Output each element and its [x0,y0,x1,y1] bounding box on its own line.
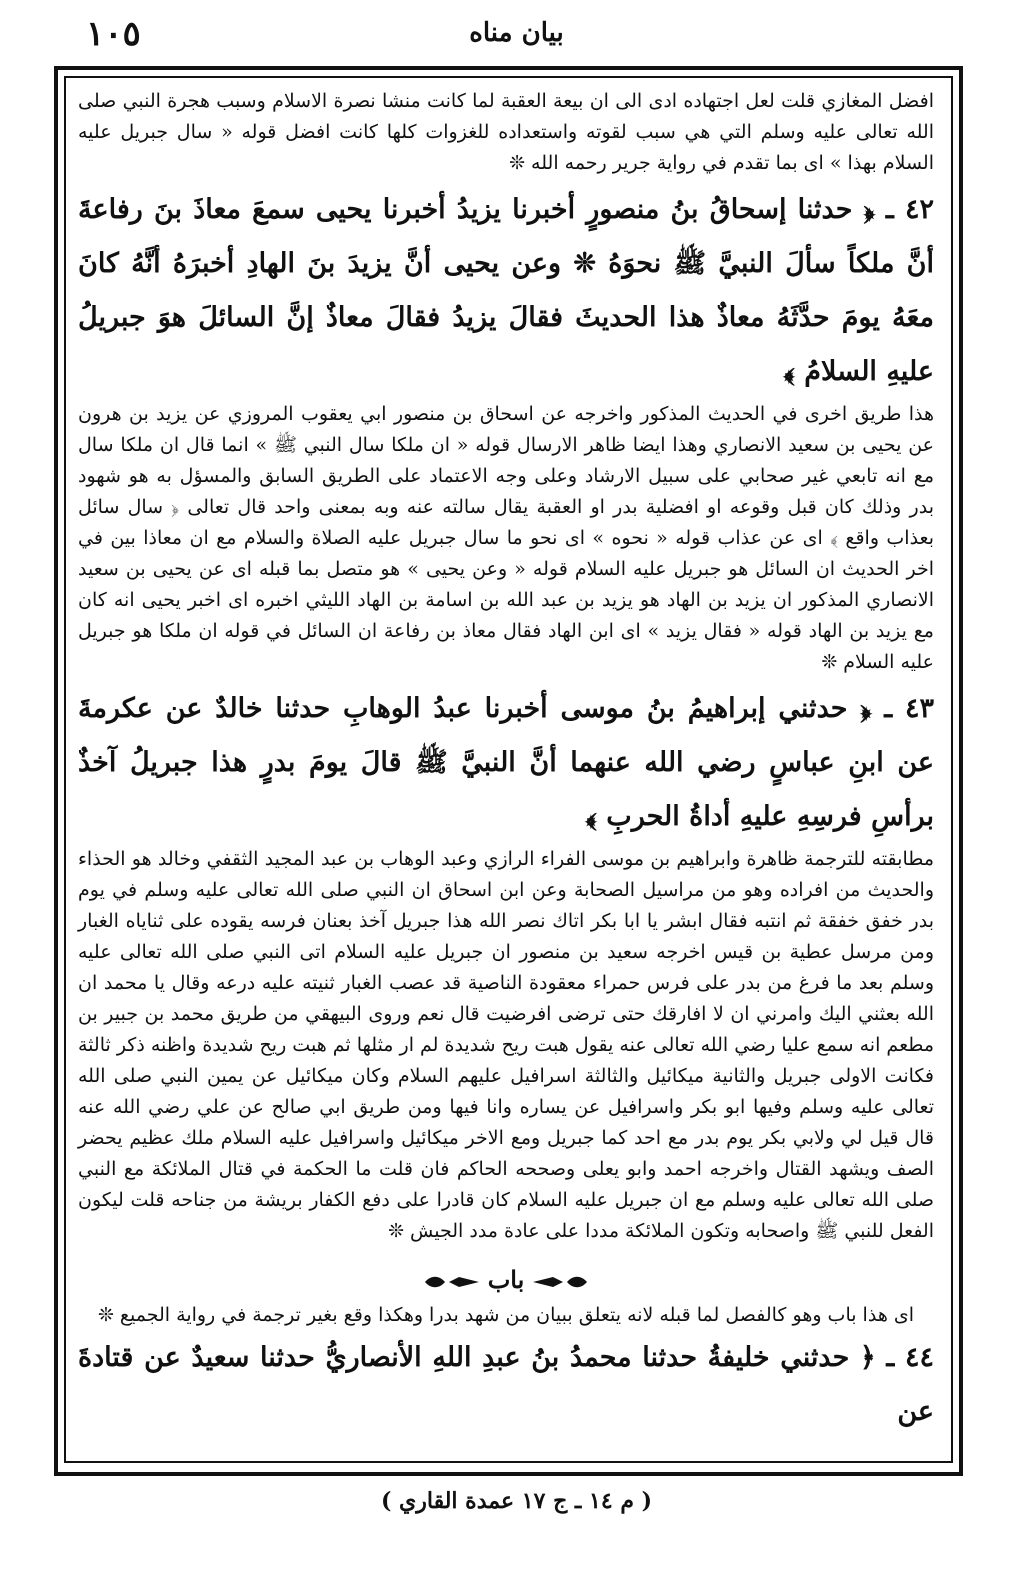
bab-heading [78,1265,934,1294]
bab-title: باب [487,1265,525,1294]
commentary-43: مطابقته للترجمة ظاهرة وابراهيم بن موسى الفراء الرازي وعبد الوهاب بن عبد المجيد الثقفي وخالد هو الحذاء والحديث من افراده وهو من مراسيل الصحابة وعن ابن اسحاق ان النبي صلى الله تعالى عليه وسلم في يوم بدر خفق خفقة ثم انتبه فقال ابشر يا ابا بكر اتاك نصر الله هذا جبريل آخذ بعنان فرسه يقوده على ثناياه الغبار ومن مرسل عطية بن قيس اخرجه سعيد بن منصور ان جبريل عليه السلام اتى النبي صلى الله تعالى عليه وسلم بعد ما فرغ من بدر على فرس حمراء معقودة الناصية قد عصب الغبار ثنيته عليه درعه وقال يا محمد ان الله بعثني اليك وامرني ان لا افارقك حتى ترضى افرضيت قال نعم وروى البيهقي من طريق محمد بن جبير بن مطعم انه سمع عليا رضي الله تعالى عنه يقول هبت ريح شديدة لم ار مثلها ثم هبت ريح شديدة واظنه ذكر ثالثة فكانت الاولى جبريل والثانية ميكائيل والثالثة اسرافيل عليهم السلام وكان ميكائيل عن يمين النبي صلى الله تعالى عليه وسلم وفيها ابو بكر واسرافيل عن يساره وانا فيها ومن طريق ابي صالح عن علي رضي الله عنه قال قيل لي ولابي بكر يوم بدر مع احد كما جبريل ومع الاخر ميكائيل واسرافيل عليه السلام ملك عظيم يحضر الصف ويشهد القتال واخرجه احمد وابو يعلى وصححه الحاكم فان قلت ما الحكمة في قتال الملائكة مع النبي صلى الله تعالى عليه وسلم مع ان جبريل عليه السلام كان قادرا على دفع الكفار بريشة من جناحه قلت ليكون الفعل للنبي ﷺ واصحابه وتكون الملائكة مددا على عادة مدد الجيش ❊ [78,848,934,1242]
hadith-42: ٤٢ ـ ﴿ حدثنا إسحاقُ بنُ منصورٍ أخبرنا يزيدُ أخبرنا يحيى سمعَ معاذَ بنَ رفاعةَ أنَّ ملكاً سألَ النبيَّ ﷺ نحوَهُ ❊ وعن يحيى أنَّ يزيدَ بنَ الهادِ أخبرَهُ أنَّهُ كانَ معَهُ يومَ حدَّثَهُ معاذٌ هذا الحديثَ فقالَ يزيدُ فقالَ معاذٌ إنَّ السائلَ هوَ جبريلُ عليهِ السلامُ ﴾ [78,194,934,387]
ornament-left-icon [425,1275,479,1289]
page-number: ١٠٥ [86,14,141,54]
commentary-42: هذا طريق اخرى في الحديث المذكور واخرجه عن اسحاق بن منصور ابي يعقوب المروزي عن يزيد بن هرون عن يحيى بن سعيد الانصاري وهذا ايضا ظاهر الارسال قوله « ان ملكا سال النبي ﷺ » انما قال ان ملكا سال مع انه تابعي غير صحابي على سبيل الارشاد وعلى وجه الاعتماد على الطريق السابق والمسؤل به هو شهود بدر وذلك كان قبل وقوعه او افضلية بدر او العقبة يقال سالته عنه وبه بمعنى واحد قال تعالى ﴿ سال سائل بعذاب واقع ﴾ اى عن عذاب قوله « نحوه » اى نحو ما سال جبريل عليه الصلاة والسلام مع ان معاذا بين في اخر الحديث ان السائل هو جبريل عليه السلام قوله « وعن يحيى » هو متصل بما قبله اى عن يحيى بن سعيد الانصاري المذكور ان يزيد بن الهاد هو يزيد بن عبد الله بن اسامة بن الهاد الليثي اخبره اى اخبر يحيى انه كان مع يزيد بن الهاد قوله « فقال يزيد » اى ابن الهاد فقال معاذ بن رفاعة ان السائل في قوله ان ملكا هو جبريل عليه السلام ❊ [78,403,935,673]
bab-note: اى هذا باب وهو كالفصل لما قبله لانه يتعلق ببيان من شهد بدرا وهكذا وقع بغير ترجمة في رواية الجميع ❊ [97,1304,915,1326]
hadith-43: ٤٣ ـ ﴿ حدثني إبراهيمُ بنُ موسى أخبرنا عبدُ الوهابِ حدثنا خالدٌ عن عكرمةَ عن ابنِ عباسٍ رضي الله عنهما أنَّ النبيَّ ﷺ قالَ يومَ بدرٍ هذا جبريلُ آخذٌ برأسِ فرسِهِ عليهِ أداةُ الحربِ ﴾ [78,693,934,832]
intro-paragraph: افضل المغازي قلت لعل اجتهاده ادى الى ان بيعة العقبة لما كانت منشا نصرة الاسلام وسبب هجرة النبي صلى الله تعالى عليه وسلم التي هي سبب لقوته واستعداده للغزوات كلها كانت افضل قوله « سال جبريل عليه السلام بهذا » اى بما تقدم في رواية جرير رحمه الله ❊ [78,90,934,174]
ornament-right-icon [533,1275,587,1289]
hadith-44: ٤٤ ـ ﴿ حدثني خليفةُ حدثنا محمدُ بنُ عبدِ اللهِ الأنصاريُّ حدثنا سعيدٌ عن قتادةَ عن [78,1342,934,1427]
page-header [0,14,1033,64]
page-footer-signature: ( م ١٤ ـ ج ١٧ عمدة القاري ) [380,1488,653,1514]
running-title: بيان مناه [469,18,564,48]
text-body [78,86,934,1456]
